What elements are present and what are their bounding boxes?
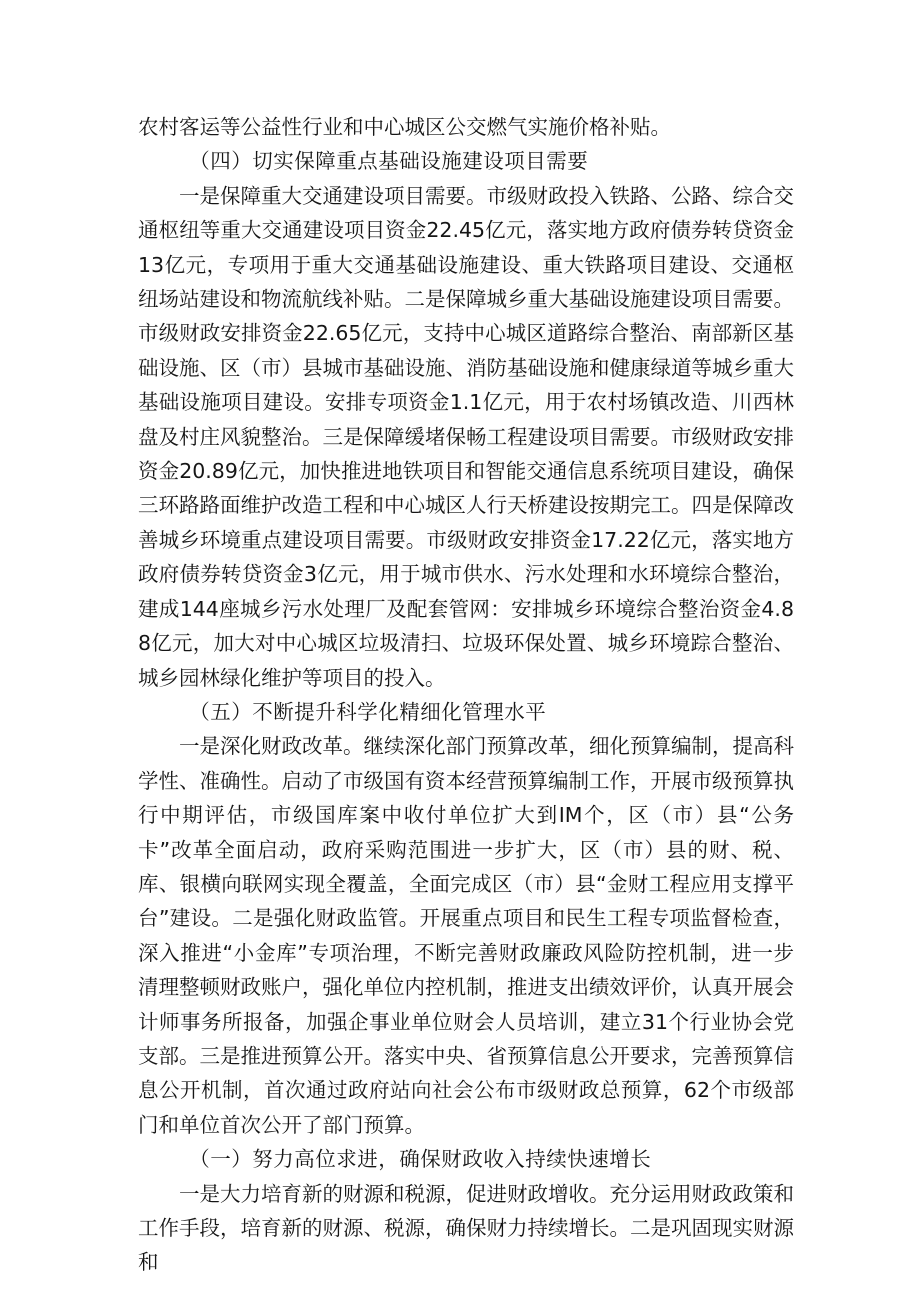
document-body [138, 110, 794, 1280]
section-heading: （五）不断提升科学化精细化管理水平 [189, 699, 547, 724]
section-heading: （一）努力高位求进，确保财政收入持续快速增长 [189, 1147, 652, 1172]
body-paragraph: 一是保障重大交通建设项目需要。市级财政投入铁路、公路、综合交通枢纽等重大交通建设项目资金22.45亿元，落实地方政府债券转贷资金13亿元，专项用于重大交通基础设施建设、重大铁路项目建设、交通枢纽场站建设和物流航线补贴。二是保障城乡重大基础设施建设项目需要。市级财政安排资金22.65亿元，支持中心城区道路综合整治、南部新区基础设施、区（市）县城市基础设施、消防基础设施和健康绿道等城乡重大基础设施项目建设。安排专项资金1.1亿元，用于农村场镇改造、川西林盘及村庄风貌整治。三是保障缓堵保畅工程建设项目需要。市级财政安排资金20.89亿元，加快推进地铁项目和智能交通信息系统项目建设，确保三环路路面维护改造工程和中心城区人行天桥建设按期完工。四是保障改善城乡环境重点建设项目需要。市级财政安排资金17.22亿元，落实地方政府债券转贷资金3亿元，用于城市供水、污水处理和水环境综合整治，建成144座城乡污水处理厂及配套管网：安排城乡环境综合整治资金4.88亿元，加大对中心城区垃圾清扫、垃圾环保处置、城乡环境踪合整治、城乡园林绿化维护等项目的投入。 [138, 183, 794, 690]
body-paragraph: 一是大力培育新的财源和税源，促进财政增收。充分运用财政政策和工作手段，培育新的财源、税源，确保财力持续增长。二是巩固现实财源和 [138, 1181, 794, 1275]
body-paragraph: 一是深化财政改革。继续深化部门预算改革，细化预算编制，提高科学性、准确性。启动了市级国有资本经营预算编制工作，开展市级预算执行中期评估，市级国库案中收付单位扩大到IM个，区（市）县“公务卡”改革全面启动，政府采购范围进一步扩大，区（市）县的财、税、库、银横向联网实现全覆盖，全面完成区（市）县“金财工程应用支撑平台”建设。二是强化财政监管。开展重点项目和民生工程专项监督检查，深入推进“小金库”专项治理，不断完善财政廉政风险防控机制，进一步清理整顿财政账户，强化单位内控机制，推进支出绩效评价，认真开展会计师事务所报备，加强企事业单位财会人员培训，建立31个行业协会党支部。三是推进预算公开。落实中央、省预算信息公开要求，完善预算信息公开机制，首次通过政府站向社会公布市级财政总预算，62个市级部门和单位首次公开了部门预算。 [138, 734, 794, 1137]
body-paragraph: 农村客运等公益性行业和中心城区公交燃气实施价格补贴。 [138, 115, 671, 139]
section-heading: （四）切实保障重点基础设施建设项目需要 [189, 149, 589, 174]
